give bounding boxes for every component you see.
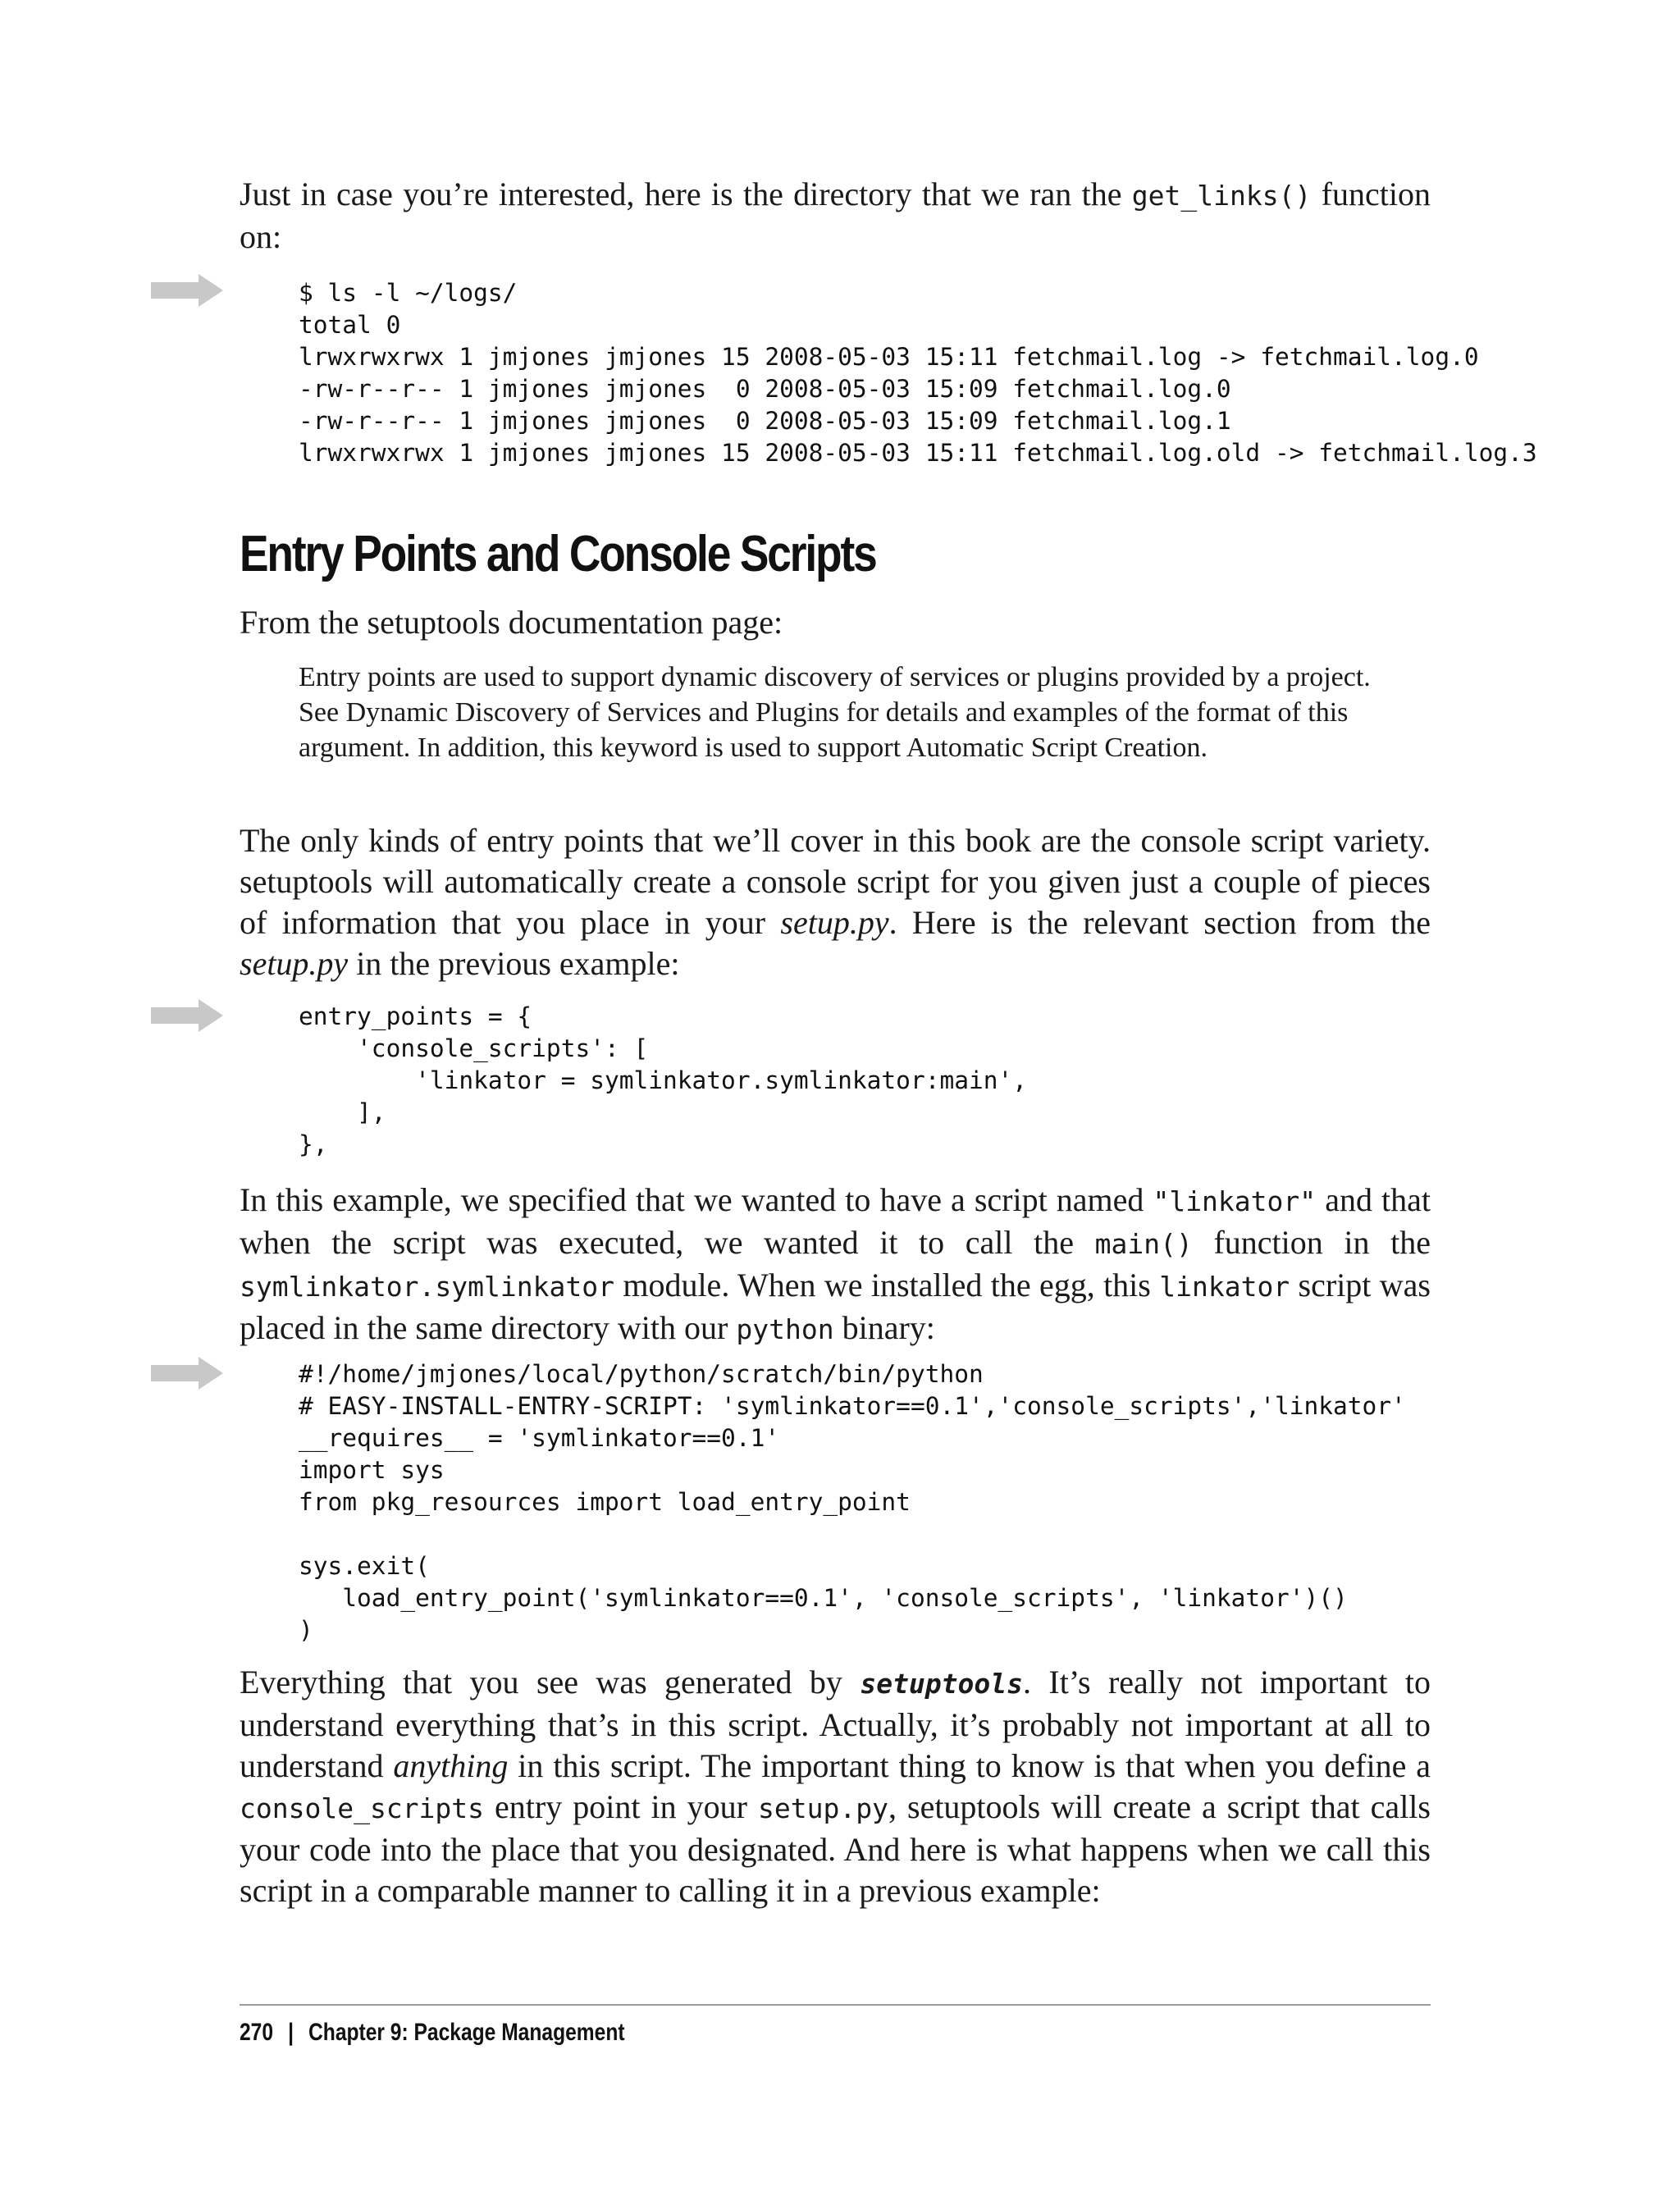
entry-points-paragraph	[240, 820, 1431, 984]
linkator-paragraph	[240, 1180, 1431, 1350]
arrow-right-icon	[151, 274, 223, 307]
p4-text-e: script was placed in the same directory with our	[240, 1267, 1431, 1346]
arrow-right-icon	[151, 999, 223, 1032]
inline-code-linkator-string: "linkator"	[1153, 1185, 1317, 1217]
inline-code-setuptools: setuptools	[860, 1668, 1024, 1700]
italic-anything: anything	[393, 1747, 509, 1784]
footer-separator: |	[288, 2019, 294, 2046]
p5-text-b: . It’s really not important to understand everything that’s in this script. Actually, it’s probably not important at all to understand	[240, 1664, 1431, 1784]
footer-divider	[240, 2004, 1431, 2006]
inline-code-module: symlinkator.symlinkator	[240, 1271, 614, 1303]
p3-text-a: The only kinds of entry points that we’ll cover in this book are the console script variety. setuptools will automatically create a console script for you given just a couple of pieces of information that you place in your	[240, 822, 1431, 941]
documentation-quote: Entry points are used to support dynamic discovery of services or plugins provided by a project. See Dynamic Discovery of Services and Plugins for details and examples of the format of this argument. In addition, this keyword is used to support Automatic Script Creation.	[299, 662, 1371, 763]
section-heading: Entry Points and Console Scripts	[240, 526, 876, 582]
code-block-generated-script: #!/home/jmjones/local/python/scratch/bin/python # EASY-INSTALL-ENTRY-SCRIPT: 'symlinkator==0.1','console_scripts','linkator' __requires__ = 'symlinkator==0.1' import sys from pkg_resources import load_entry_point sys.exit( load_entry_point('symlinkator==0.1', 'console_scripts', 'linkator')() )	[299, 1360, 1406, 1644]
p4-text-a: In this example, we specified that we wanted to have a script named	[240, 1181, 1153, 1218]
chapter-title: Chapter 9: Package Management	[308, 2019, 625, 2046]
inline-code-python: python	[736, 1313, 834, 1345]
inline-code-get-links: get_links()	[1131, 180, 1312, 212]
inline-code-console-scripts: console_scripts	[240, 1792, 485, 1824]
inline-code-main: main()	[1094, 1228, 1193, 1260]
p4-text-c: function in the	[1192, 1224, 1431, 1261]
setuptools-doc-intro: From the setuptools documentation page:	[240, 604, 783, 641]
p4-text-f: binary:	[833, 1309, 935, 1346]
code-block-ls-output: $ ls -l ~/logs/ total 0 lrwxrwxrwx 1 jmjones jmjones 15 2008-05-03 15:11 fetchmail.log -> fetchmail.log.0 -rw-r--r-- 1 jmjones jmjones 0 2008-05-03 15:09 fetchmail.log.0 -rw-r--r-- 1 jmjones jmjones 0 2008-05-03 15:09 fetchmail.log.1 lrwxrwxrwx 1 jmjones jmjones 15 2008-05-03 15:11 fetchmail.log.old -> fetchmail.log.3	[299, 279, 1537, 467]
p5-text-c: in this script. The important thing to know is that when you define a	[508, 1747, 1431, 1784]
code-block-entry-points: entry_points = { 'console_scripts': [ 'linkator = symlinkator.symlinkator:main', ], },	[299, 1002, 1028, 1158]
p5-text-e: , setuptools will create a script that calls your code into the place that you designated. And here is what happens when we call this script in a comparable manner to calling it in a previous example:	[240, 1788, 1431, 1909]
inline-code-setup-py: setup.py	[758, 1792, 888, 1824]
intro-text-a: Just in case you’re interested, here is the directory that we ran the	[240, 176, 1132, 212]
inline-code-linkator: linkator	[1159, 1271, 1290, 1303]
p3-text-c: in the previous example:	[348, 945, 680, 982]
italic-setup-py: setup.py	[780, 904, 889, 941]
intro-text-b: function on:	[240, 176, 1431, 255]
italic-setup-py: setup.py	[240, 945, 349, 982]
p5-text-a: Everything that you see was generated by	[240, 1664, 861, 1701]
generated-script-paragraph	[240, 1662, 1431, 1911]
page-number: 270	[240, 2019, 274, 2046]
intro-paragraph	[240, 174, 1431, 258]
p4-text-b: and that when the script was executed, we wanted it to call the	[240, 1181, 1431, 1261]
p5-text-d: entry point in your	[484, 1788, 759, 1825]
arrow-right-icon	[151, 1357, 223, 1390]
page-footer	[240, 2016, 625, 2049]
p4-text-d: module. When we installed the egg, this	[614, 1267, 1160, 1303]
p3-text-b: . Here is the relevant section from the	[888, 904, 1431, 941]
